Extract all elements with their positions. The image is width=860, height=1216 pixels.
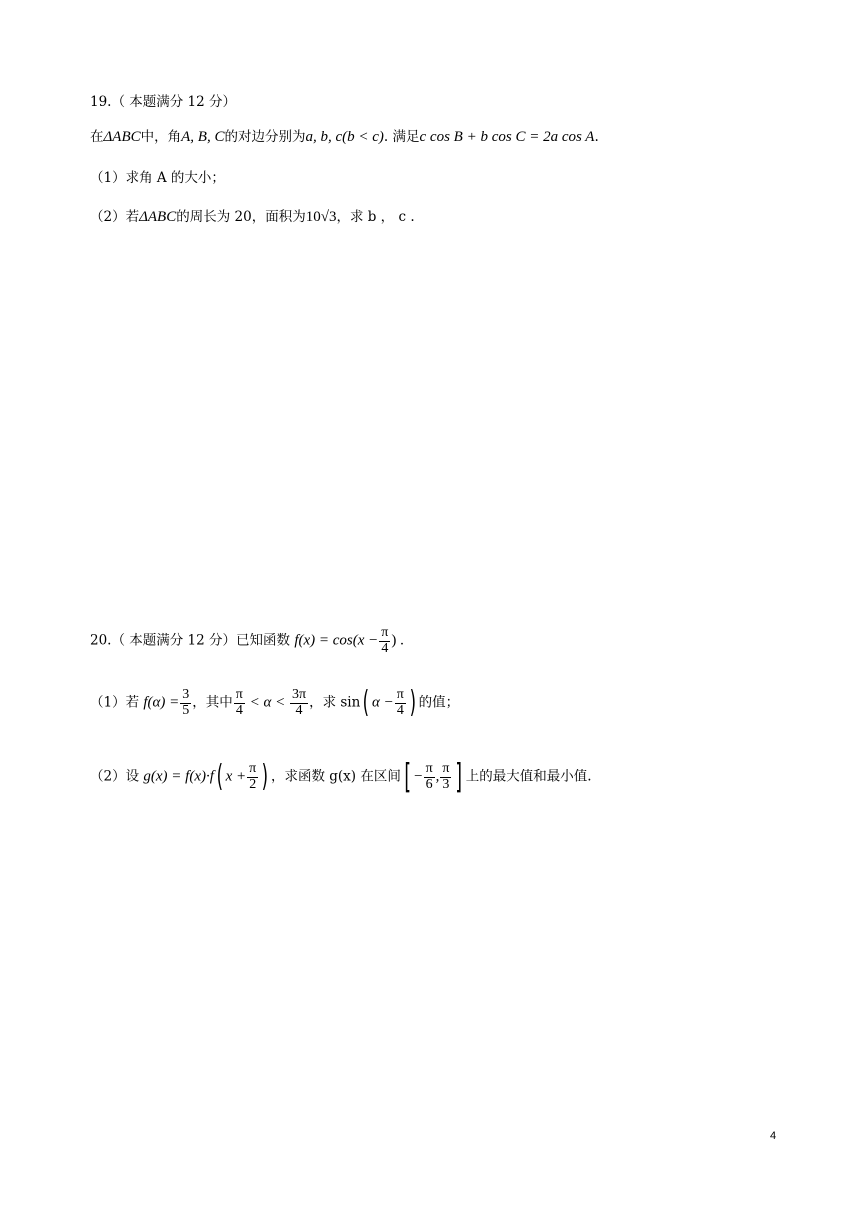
q20-part1-lower-frac: $\frac{\pi}{4}$ xyxy=(235,687,243,718)
q20-part1-where: ，其中 xyxy=(192,694,233,711)
q20-part2-end: 上的最大值和最小值. xyxy=(465,768,592,785)
q20-part2-right-frac: $\frac{\pi}{3}$ xyxy=(442,760,450,792)
q20-part1-ask: ，求 sin xyxy=(309,694,361,711)
q19-condition: c cos B + b cos C = 2a cos A xyxy=(419,129,595,145)
q20-part1-end: 的值； xyxy=(418,694,460,711)
q19-sides: a, b, c(b < c) xyxy=(305,129,384,145)
q19-stem-pre: 在 xyxy=(90,129,104,145)
q19-part1: （1）求角 A 的大小； xyxy=(90,170,225,186)
q19-stem: 在ΔABC中，角A, B, C的对边分别为a, b, c(b < c). 满足c cos B + b cos C = 2a cos A. xyxy=(90,129,599,145)
q19-header: 19.（ 本题满分 12 分） xyxy=(90,94,237,110)
q19-part2 xyxy=(90,205,415,226)
q20-part2-shift-frac: $\frac{\pi}{2}$ xyxy=(249,760,257,792)
q19-triangle: ΔABC xyxy=(103,129,141,145)
q20-func-frac: $\frac{\pi}{4}$ xyxy=(381,625,389,656)
q19-stem-mid2: 的对边分别为 xyxy=(224,129,306,145)
q19-part2-pre: （2）若 xyxy=(90,209,140,225)
q20-part2: （2）设 g(x) = f(x)·f( x + $\frac{\pi}{2}$ ) ，求函数 g(x) 在区间[ − $\frac{\pi}{6}$ , $\frac{\pi}{3}$ ] 上的最大值和最小值. xyxy=(90,757,592,797)
page-number: 4 xyxy=(770,1130,777,1142)
q20-part2-g: g(x) = f(x)·f xyxy=(143,768,214,785)
q20-func: f(x) = cos(x − xyxy=(294,632,379,649)
q20-part2-ask: ，求函数 g(x) 在区间 xyxy=(270,768,401,785)
q20-header: 20.（ 本题满分 12 分）已知函数 xyxy=(90,632,291,649)
q20-part2-left-frac: $\frac{\pi}{6}$ xyxy=(425,760,433,792)
q19-stem-mid3: . 满足 xyxy=(383,129,420,145)
q19-part2-area: 10√3 xyxy=(305,209,337,225)
q19-angles: A, B, C xyxy=(181,129,225,145)
q20-part1-upper-frac: $\frac{3\pi}{4}$ xyxy=(292,687,307,718)
q20-part1-value-frac: $\frac{3}{5}$ xyxy=(182,687,190,718)
q19-stem-mid1: 中，角 xyxy=(140,129,182,145)
q20-part1-falpha: f(α) = xyxy=(143,694,180,711)
q19-part2-post: ，求 b ， c . xyxy=(336,209,415,225)
q20-part1-label: （1）若 xyxy=(90,694,140,711)
q20-header-line: 20.（ 本题满分 12 分）已知函数 f(x) = cos(x − $\frac{\pi}{4}$ ) . xyxy=(90,625,404,656)
q19-part2-mid: 的周长为 20，面积为 xyxy=(176,209,306,225)
q19-part2-triangle: ΔABC xyxy=(139,209,177,225)
q20-part2-label: （2）设 xyxy=(90,768,140,785)
q20-part1-sin-frac: $\frac{\pi}{4}$ xyxy=(396,687,404,718)
q20-part1: （1）若 f(α) = $\frac{3}{5}$ ，其中 $\frac{\pi}{4}$ < α < $\frac{3\pi}{4}$ ，求 sin( α − $\frac{\pi}{4}$ ) 的值； xyxy=(90,685,460,721)
